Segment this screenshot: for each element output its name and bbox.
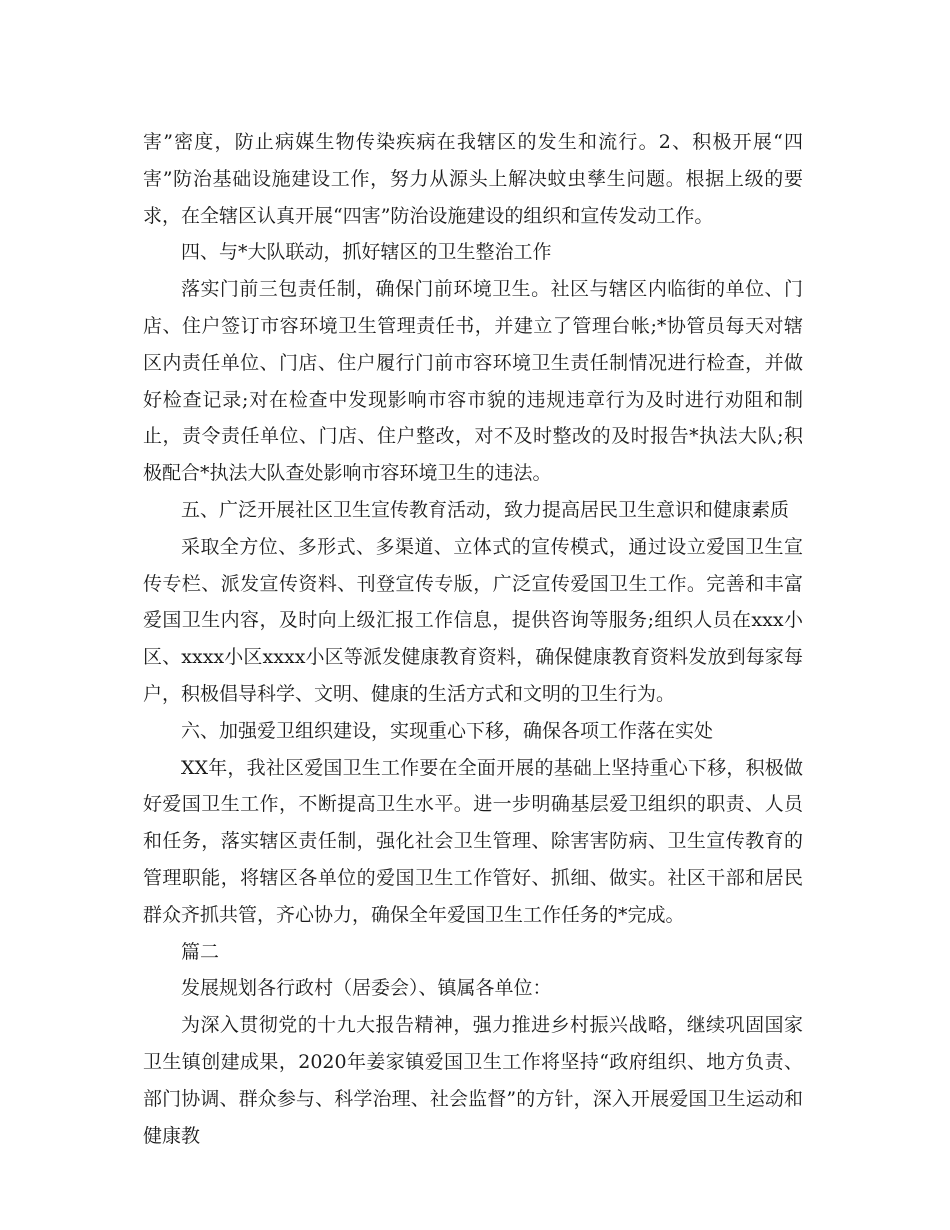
paragraph-section-4: 落实门前三包责任制，确保门前环境卫生。社区与辖区内临街的单位、门店、住户签订市容环境卫生管理责任书，并建立了管理台帐;*协管员每天对辖区内责任单位、门店、住户履行门前市容环境卫生责任制情况进行检查，并做好检查记录;对在检查中发现影响市容市貌的违规违章行为及时进行劝阻和制止，责令责任单位、门店、住户整改，对不及时整改的及时报告*执法大队;积极配合*执法大队查处影响市容环境卫生的违法。 <box>143 278 803 485</box>
paragraph-section-5: 采取全方位、多形式、多渠道、立体式的宣传模式，通过设立爱国卫生宣传专栏、派发宣传资料、刊登宣传专版，广泛宣传爱国卫生工作。完善和丰富爱国卫生内容，及时向上级汇报工作信息，提供咨询等服务;组织人员在xxx小区、xxxx小区xxxx小区等派发健康教育资料，确保健康教育资料发放到每家每户，积极倡导科学、文明、健康的生活方式和文明的卫生行为。 <box>143 535 803 705</box>
paragraph-section-6: XX年，我社区爱国卫生工作要在全面开展的基础上坚持重心下移，积极做好爱国卫生工作，不断提高卫生水平。进一步明确基层爱卫组织的职责、人员和任务，落实辖区责任制，强化社会卫生管理、除害害防病、卫生宣传教育的管理职能，将辖区各单位的爱国卫生工作管好、抓细、做实。社区干部和居民群众齐抓共管，齐心协力，确保全年爱国卫生工作任务的*完成。 <box>143 756 803 926</box>
paragraph-intro: 为深入贯彻党的十九大报告精神，强力推进乡村振兴战略，继续巩固国家卫生镇创建成果，2020年姜家镇爱国卫生工作将坚持“政府组织、地方负责、部门协调、群众参与、科学治理、社会监督”的方针，深入开展爱国卫生运动和健康教 <box>143 1014 803 1147</box>
section-heading-6: 六、加强爱卫组织建设，实现重心下移，确保各项工作落在实处 <box>181 719 714 742</box>
document-body <box>143 124 803 1154</box>
section-heading-4: 四、与*大队联动，抓好辖区的卫生整治工作 <box>181 241 552 264</box>
section-heading-5: 五、广泛开展社区卫生宣传教育活动，致力提高居民卫生意识和健康素质 <box>181 498 790 521</box>
paragraph-continuation: 害”密度，防止病媒生物传染疾病在我辖区的发生和流行。2、积极开展“四害”防治基础设施建设工作，努力从源头上解决蚊虫孳生问题。根据上级的要求，在全辖区认真开展“四害”防治设施建设的组织和宣传发动工作。 <box>143 131 803 227</box>
part-heading-2: 篇二 <box>181 940 220 963</box>
salutation: 发展规划各行政村（居委会）、镇属各单位： <box>181 977 552 1000</box>
